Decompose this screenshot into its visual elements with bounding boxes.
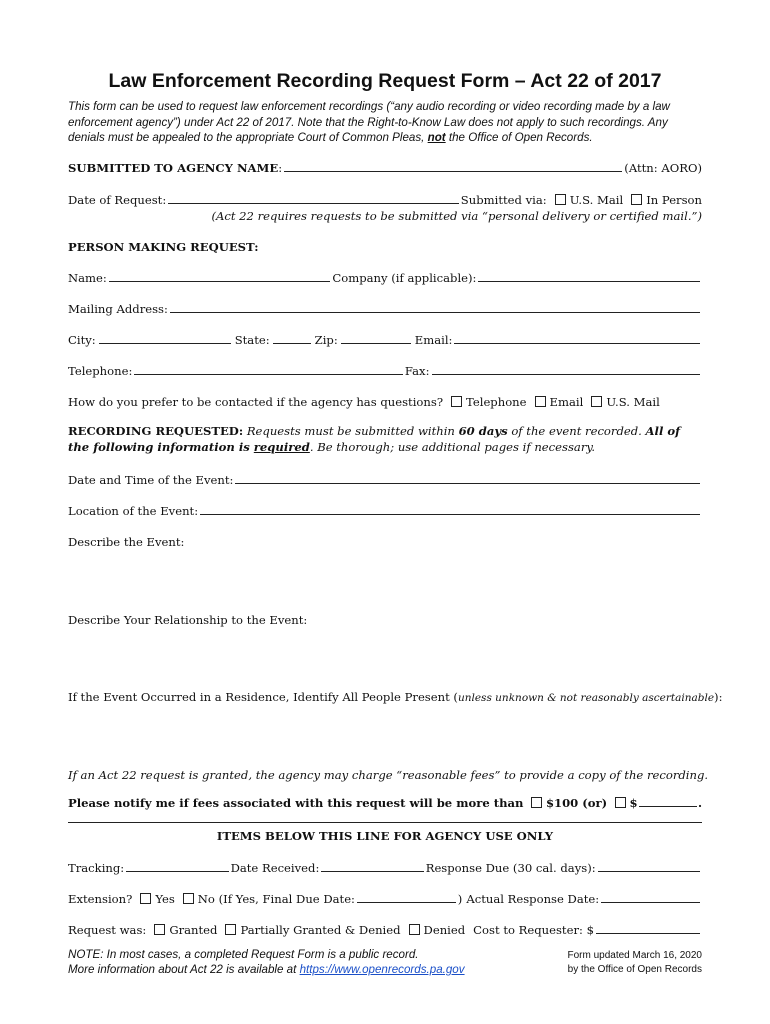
fees-note: If an Act 22 request is granted, the agency may charge “reasonable fees” to provide a copy of the recording. <box>68 768 709 782</box>
mailing-row <box>68 298 702 316</box>
recording-requested-text <box>68 423 702 455</box>
intro-part1: This form can be used to request law enforcement recordings (“any audio recording or video recording made by a law enforcement agency”) under Act 22 of 2017. Note that the Right-to-Know Law does not apply to such recordings. Any denials must be appealed to the appropriate Court of Common Pleas, <box>68 100 670 144</box>
fee-other-label: $ <box>629 796 638 810</box>
footer-note-line2 <box>68 962 465 977</box>
contact-email-label: Email <box>549 395 584 409</box>
phone-row <box>68 360 702 378</box>
contact-telephone-checkbox[interactable] <box>451 396 462 407</box>
recording-t4: . Be thorough; use additional pages if necessary. <box>309 440 596 454</box>
result-label: Request was: <box>68 923 147 937</box>
contact-question: How do you prefer to be contacted if the agency has questions? <box>68 395 444 409</box>
agency-divider <box>68 822 702 823</box>
agency-use-heading: ITEMS BELOW THIS LINE FOR AGENCY USE ONLY <box>216 829 554 843</box>
date-request-field[interactable] <box>168 191 459 204</box>
residence-field[interactable] <box>68 707 702 757</box>
fee-100-checkbox[interactable] <box>531 797 541 808</box>
name-label: Name: <box>68 271 107 285</box>
partially-granted-checkbox[interactable] <box>225 924 236 935</box>
date-request-label: Date of Request: <box>68 193 167 207</box>
mailing-label: Mailing Address: <box>68 302 168 316</box>
submitted-via-label: Submitted via: <box>460 193 547 207</box>
name-field[interactable] <box>109 269 331 282</box>
recording-heading: RECORDING REQUESTED: <box>68 424 244 438</box>
tracking-field[interactable] <box>126 859 228 872</box>
attn-text: (Attn: AORO) <box>624 161 702 175</box>
footer-note <box>68 947 465 977</box>
relationship-label: Describe Your Relationship to the Event: <box>68 613 308 627</box>
extension-no-label: No (If Yes, Final Due Date: <box>197 892 355 906</box>
event-date-field[interactable] <box>235 471 700 484</box>
name-row <box>68 267 702 285</box>
actual-response-field[interactable] <box>601 890 700 903</box>
fee-other-field[interactable] <box>639 794 697 807</box>
notify-row <box>68 792 702 810</box>
agency-colon: : <box>278 161 283 175</box>
contact-mail-checkbox[interactable] <box>591 396 602 407</box>
city-row <box>68 329 702 347</box>
event-location-label: Location of the Event: <box>68 504 199 518</box>
tracking-row <box>68 857 702 875</box>
state-field[interactable] <box>273 331 311 344</box>
intro-emphasis: not <box>427 131 446 144</box>
recording-t3: All of the following information is <box>68 424 681 454</box>
contact-row <box>68 391 702 409</box>
extension-label: Extension? <box>68 892 133 906</box>
footer-note-text: More information about Act 22 is available at <box>68 963 300 976</box>
denied-checkbox[interactable] <box>409 924 420 935</box>
contact-mail-label: U.S. Mail <box>606 395 660 409</box>
recording-required: required <box>253 440 310 454</box>
footer-note-line1: NOTE: In most cases, a completed Request Form is a public record. <box>68 948 419 961</box>
city-label: City: <box>68 333 96 347</box>
denied-label: Denied <box>423 923 466 937</box>
notify-text: Please notify me if fees associated with this request will be more than <box>68 796 524 810</box>
residence-label: If the Event Occurred in a Residence, Identify All People Present ( <box>68 690 458 704</box>
partially-granted-label: Partially Granted & Denied <box>240 923 401 937</box>
notify-end: . <box>697 796 702 810</box>
city-field[interactable] <box>99 331 231 344</box>
recording-t1: Requests must be submitted within <box>243 424 459 438</box>
in-person-label: In Person <box>646 193 702 207</box>
form-updated <box>567 949 702 977</box>
response-due-field[interactable] <box>598 859 700 872</box>
response-due-label: Response Due (30 cal. days): <box>425 861 596 875</box>
granted-label: Granted <box>169 923 218 937</box>
agency-row <box>68 157 702 175</box>
form-title: Law Enforcement Recording Request Form – Act 22 of 2017 <box>108 70 662 92</box>
zip-label: Zip: <box>314 333 338 347</box>
final-due-date-field[interactable] <box>357 890 456 903</box>
residence-note: unless unknown & not reasonably ascertainable <box>457 692 715 704</box>
describe-event-label: Describe the Event: <box>68 535 185 549</box>
tracking-label: Tracking: <box>68 861 125 875</box>
fax-field[interactable] <box>432 362 701 375</box>
actual-response-label: Actual Response Date: <box>466 892 600 906</box>
act22-note <box>68 205 702 223</box>
residence-row <box>68 686 723 704</box>
extension-row <box>68 888 702 906</box>
telephone-field[interactable] <box>134 362 403 375</box>
contact-email-checkbox[interactable] <box>535 396 546 407</box>
extension-no-checkbox[interactable] <box>183 893 194 904</box>
cost-label: Cost to Requester: $ <box>473 923 594 937</box>
agency-name-field[interactable] <box>284 159 622 172</box>
contact-telephone-label: Telephone <box>466 395 527 409</box>
company-field[interactable] <box>478 269 700 282</box>
event-date-row <box>68 469 702 487</box>
zip-field[interactable] <box>341 331 411 344</box>
residence-end: ): <box>714 690 723 704</box>
person-heading: PERSON MAKING REQUEST: <box>68 240 259 254</box>
cost-field[interactable] <box>596 921 700 934</box>
fax-label: Fax: <box>404 364 430 378</box>
openrecords-link[interactable]: https://www.openrecords.pa.gov <box>299 963 465 976</box>
describe-event-field[interactable] <box>68 552 702 602</box>
company-label: Company (if applicable): <box>332 271 477 285</box>
intro-text <box>68 99 702 146</box>
telephone-label: Telephone: <box>68 364 133 378</box>
us-mail-checkbox[interactable] <box>555 194 566 205</box>
event-location-row <box>68 500 702 518</box>
relationship-field[interactable] <box>68 630 702 680</box>
recording-t2: of the event recorded. <box>507 424 646 438</box>
fee-other-checkbox[interactable] <box>615 797 625 808</box>
extension-yes-label: Yes <box>155 892 175 906</box>
result-row <box>68 919 702 937</box>
email-field[interactable] <box>454 331 700 344</box>
state-label: State: <box>234 333 270 347</box>
event-date-label: Date and Time of the Event: <box>68 473 234 487</box>
extension-yes-checkbox[interactable] <box>140 893 151 904</box>
fee-100-label: $100 (or) <box>545 796 608 810</box>
granted-checkbox[interactable] <box>154 924 165 935</box>
us-mail-label: U.S. Mail <box>569 193 624 207</box>
extension-close: ) <box>457 892 463 906</box>
intro-part2: the Office of Open Records. <box>445 131 593 144</box>
date-received-label: Date Received: <box>230 861 320 875</box>
event-location-field[interactable] <box>200 502 700 515</box>
in-person-checkbox[interactable] <box>631 194 642 205</box>
agency-label: SUBMITTED TO AGENCY NAME <box>68 161 279 175</box>
act22-note-text: (Act 22 requires requests to be submitted via “personal delivery or certified mail.”) <box>211 209 702 223</box>
form-updated-line1: Form updated March 16, 2020 <box>567 950 702 961</box>
recording-days: 60 days <box>458 424 508 438</box>
email-label: Email: <box>414 333 453 347</box>
date-received-field[interactable] <box>321 859 423 872</box>
form-updated-line2: by the Office of Open Records <box>567 964 702 975</box>
mailing-field[interactable] <box>170 300 700 313</box>
